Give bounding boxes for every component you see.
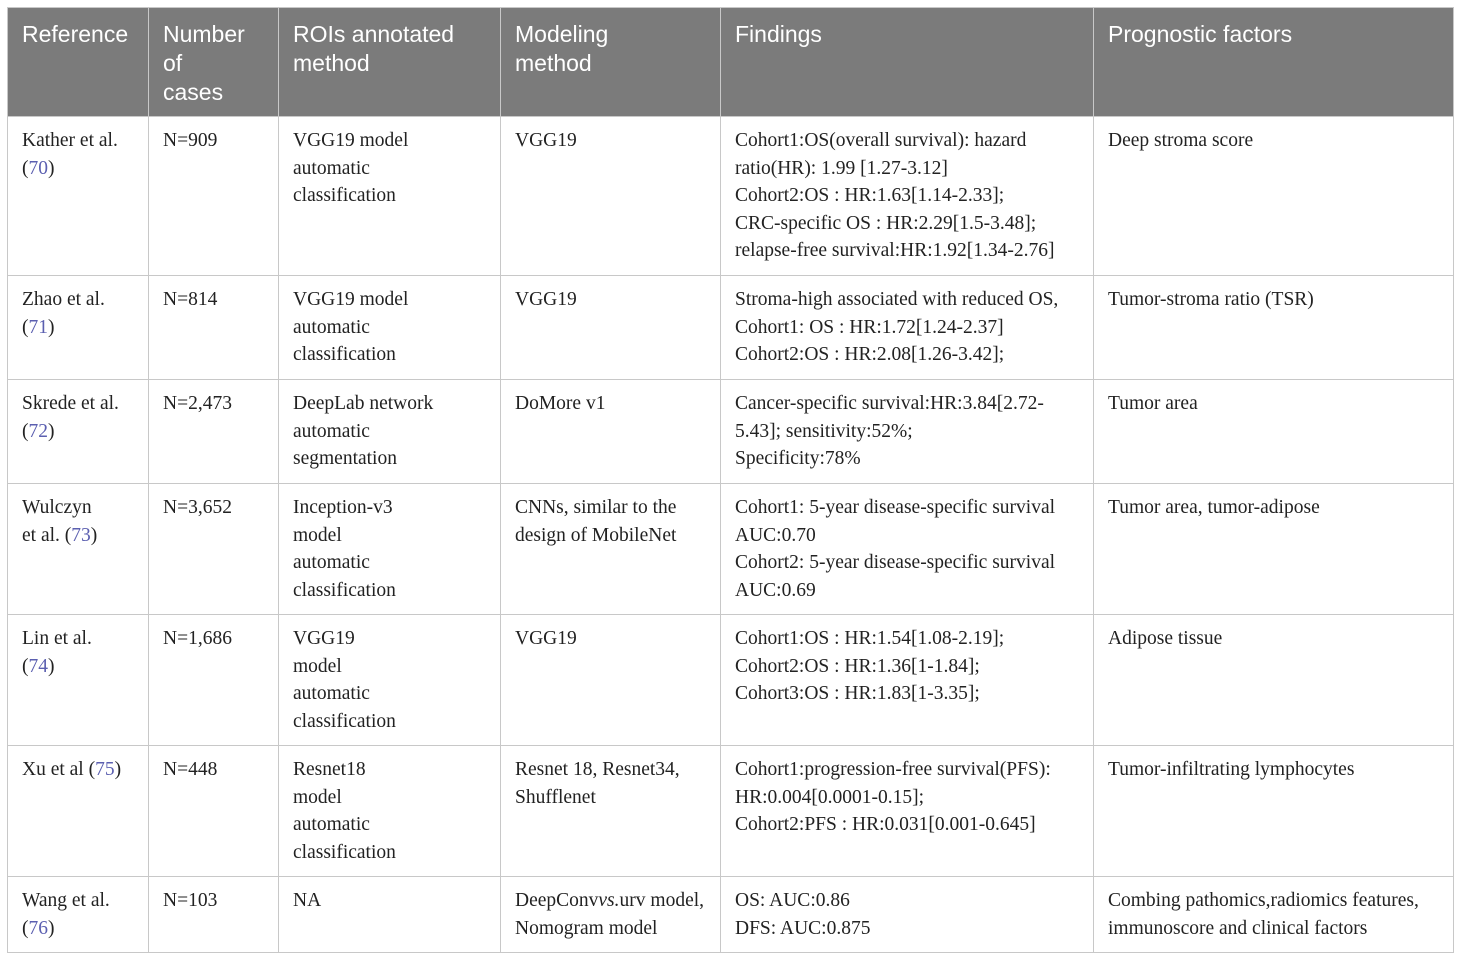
- reference-cell: Skrede et al. (72): [8, 380, 149, 484]
- reference-cell: Zhao et al. (71): [8, 276, 149, 380]
- reference-cell: Lin et al. (74): [8, 615, 149, 746]
- findings-cell: Cohort1:progression-free survival(PFS): HR:0.004[0.0001-0.15]; Cohort2:PFS : HR:0.031[0.001-0.645]: [721, 746, 1094, 877]
- reference-cell: Wang et al. (76): [8, 877, 149, 953]
- citation-link[interactable]: 75: [95, 759, 115, 780]
- cases-cell: N=1,686: [149, 615, 279, 746]
- factors-cell: Tumor-infiltrating lymphocytes: [1094, 746, 1454, 877]
- findings-cell: Stroma-high associated with reduced OS, Cohort1: OS : HR:1.72[1.24-2.37] Cohort2:OS : HR:2.08[1.26-3.42];: [721, 276, 1094, 380]
- roi-cell: Resnet18 model automatic classification: [279, 746, 501, 877]
- references-table: [7, 7, 1454, 953]
- model-cell: VGG19: [501, 117, 721, 276]
- table-row: [8, 615, 1454, 746]
- findings-cell: Cohort1:OS(overall survival): hazard ratio(HR): 1.99 [1.27-3.12] Cohort2:OS : HR:1.63[1.14-2.33]; CRC-specific OS : HR:2.29[1.5-3.48]; relapse-free survival:HR:1.92[1.34-2.76]: [721, 117, 1094, 276]
- col-header-rois-method: ROIs annotated method: [279, 8, 501, 117]
- citation-link[interactable]: 72: [28, 420, 48, 442]
- table-row: [8, 117, 1454, 276]
- roi-cell: DeepLab network automatic segmentation: [279, 380, 501, 484]
- factors-cell: Tumor area, tumor-adipose: [1094, 484, 1454, 615]
- table-row: [8, 380, 1454, 484]
- ref-author: Lin et al.: [22, 628, 92, 649]
- factors-cell: Combing pathomics,radiomics features, immunoscore and clinical factors: [1094, 877, 1454, 953]
- col-header-findings: Findings: [721, 8, 1094, 117]
- findings-cell: OS: AUC:0.86 DFS: AUC:0.875: [721, 877, 1094, 953]
- factors-cell: Tumor-stroma ratio (TSR): [1094, 276, 1454, 380]
- citation-link[interactable]: 76: [28, 917, 48, 939]
- citation-link[interactable]: 73: [71, 524, 91, 546]
- table-row: [8, 746, 1454, 877]
- model-cell: CNNs, similar to the design of MobileNet: [501, 484, 721, 615]
- roi-cell: VGG19 model automatic classification: [279, 117, 501, 276]
- cases-cell: N=814: [149, 276, 279, 380]
- findings-cell: Cohort1: 5-year disease-specific survival AUC:0.70 Cohort2: 5-year disease-specific survival AUC:0.69: [721, 484, 1094, 615]
- col-header-reference: Reference: [8, 8, 149, 117]
- roi-cell: VGG19 model automatic classification: [279, 615, 501, 746]
- ref-author: Wang et al.: [22, 890, 110, 911]
- factors-cell: Adipose tissue: [1094, 615, 1454, 746]
- ref-author: Zhao et al.: [22, 289, 105, 310]
- citation-link[interactable]: 74: [28, 655, 48, 677]
- table-row: [8, 484, 1454, 615]
- header-row: [8, 8, 1454, 117]
- findings-cell: Cancer-specific survival:HR:3.84[2.72- 5.43]; sensitivity:52%; Specificity:78%: [721, 380, 1094, 484]
- roi-cell: NA: [279, 877, 501, 953]
- cases-cell: N=448: [149, 746, 279, 877]
- model-cell: VGG19: [501, 276, 721, 380]
- cases-cell: N=3,652: [149, 484, 279, 615]
- model-cell: DoMore v1: [501, 380, 721, 484]
- reference-cell: Kather et al. (70): [8, 117, 149, 276]
- model-cell: DeepConvvs.urv model, Nomogram model: [501, 877, 721, 953]
- ref-author: Skrede et al.: [22, 393, 119, 414]
- roi-cell: VGG19 model automatic classification: [279, 276, 501, 380]
- col-header-number-of-cases: Number of cases: [149, 8, 279, 117]
- factors-cell: Tumor area: [1094, 380, 1454, 484]
- ref-author: Xu et al: [22, 759, 84, 780]
- citation-link[interactable]: 71: [28, 316, 48, 338]
- cases-cell: N=103: [149, 877, 279, 953]
- model-cell: VGG19: [501, 615, 721, 746]
- cases-cell: N=909: [149, 117, 279, 276]
- table-row: [8, 276, 1454, 380]
- citation-link[interactable]: 70: [28, 157, 48, 179]
- findings-cell: Cohort1:OS : HR:1.54[1.08-2.19]; Cohort2:OS : HR:1.36[1-1.84]; Cohort3:OS : HR:1.83[1-3.35];: [721, 615, 1094, 746]
- cases-cell: N=2,473: [149, 380, 279, 484]
- model-cell: Resnet 18, Resnet34, Shufflenet: [501, 746, 721, 877]
- roi-cell: Inception-v3 model automatic classification: [279, 484, 501, 615]
- factors-cell: Deep stroma score: [1094, 117, 1454, 276]
- ref-author: Kather et al.: [22, 130, 118, 151]
- col-header-modeling-method: Modeling method: [501, 8, 721, 117]
- reference-cell: Wulczyn et al. (73): [8, 484, 149, 615]
- reference-cell: Xu et al (75): [8, 746, 149, 877]
- ref-author: Wulczyn: [22, 497, 92, 518]
- table-row: [8, 877, 1454, 953]
- col-header-prognostic-factors: Prognostic factors: [1094, 8, 1454, 117]
